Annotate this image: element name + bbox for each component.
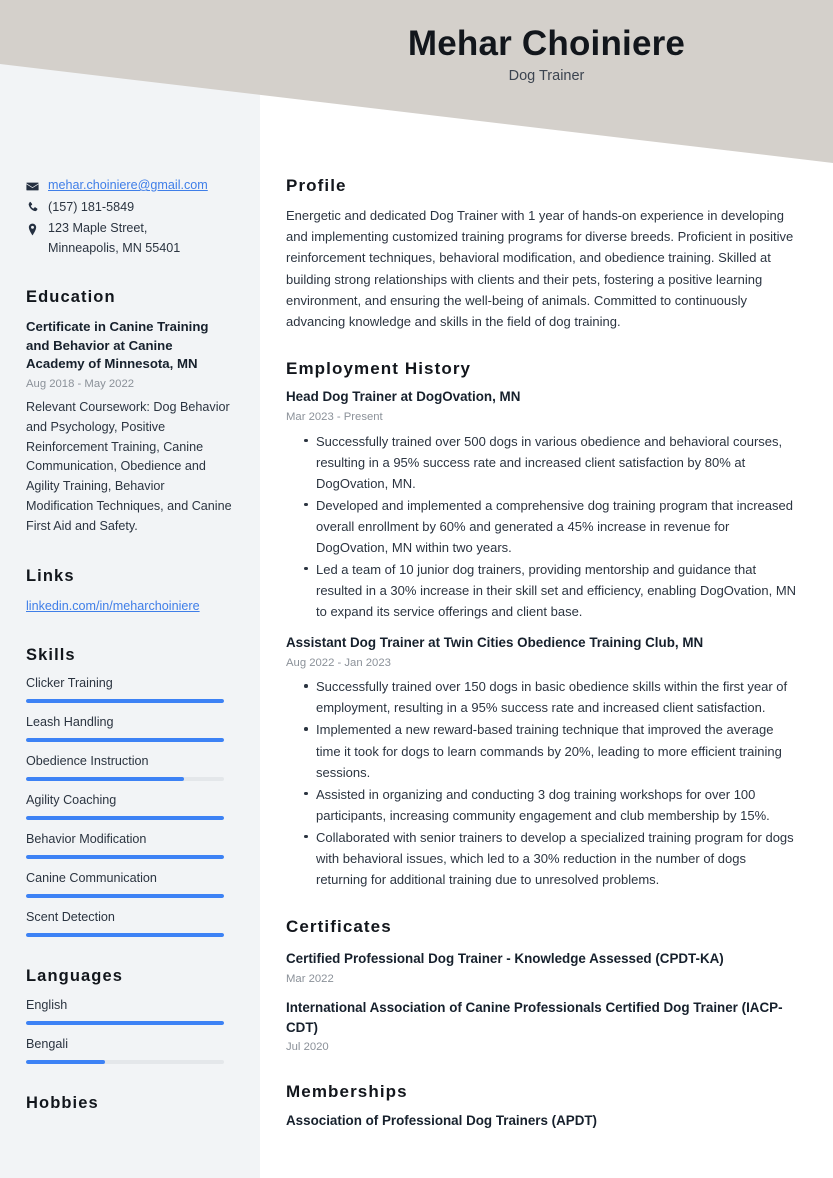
linkedin-link[interactable]: linkedin.com/in/meharchoiniere <box>26 598 200 613</box>
job-title: Assistant Dog Trainer at Twin Cities Obedience Training Club, MN <box>286 634 704 650</box>
skills-list <box>26 675 232 937</box>
links-heading: Links <box>26 566 75 585</box>
links-item <box>26 597 232 616</box>
skill-bar-track <box>26 777 224 781</box>
job-bullet: Led a team of 10 junior dog trainers, providing mentorship and guidance that resulted in a 30% increase in their skill set and efficiency, enabling DogOvation, MN to expand its service offerings and client base. <box>304 559 798 622</box>
contact-email-row <box>26 176 232 196</box>
job-date: Mar 2023 - Present <box>286 410 383 423</box>
hobbies-heading: Hobbies <box>26 1094 99 1113</box>
skill-bar-track <box>26 738 224 742</box>
profile-heading: Profile <box>286 176 347 195</box>
skill-bar-fill <box>26 894 224 898</box>
sidebar <box>0 0 260 1178</box>
certificate-item <box>286 949 798 986</box>
skill-item <box>26 753 232 781</box>
skill-item <box>26 870 232 898</box>
education-item <box>26 318 232 537</box>
job-bullets <box>286 676 798 889</box>
certificate-date: Jul 2020 <box>286 1041 329 1054</box>
education-date: Aug 2018 - May 2022 <box>26 378 135 391</box>
skill-item <box>26 909 232 937</box>
job-bullet: Assisted in organizing and conducting 3 dog training workshops for over 100 participants, increasing community engagement and club membership by 15%. <box>304 784 798 826</box>
job-bullet: Successfully trained over 500 dogs in various obedience and behavioral courses, resulting in a 95% success rate and increased client satisfaction by 80% at DogOvation, MN. <box>304 431 798 494</box>
main-content <box>260 0 833 1131</box>
education-description: Relevant Coursework: Dog Behavior and Psychology, Positive Reinforcement Training, Canine Communication, Obedience and Agility Training, Behavior Modification Techniques, and Canine First Aid and Safety. <box>26 399 232 534</box>
certificate-item <box>286 998 798 1055</box>
skills-heading: Skills <box>26 645 76 664</box>
skill-bar-fill <box>26 816 224 820</box>
contact-address-line2: Minneapolis, MN 55401 <box>48 240 181 255</box>
skill-item <box>26 831 232 859</box>
language-label: Bengali <box>26 1037 69 1052</box>
certificate-date: Mar 2022 <box>286 972 334 985</box>
skill-label: Scent Detection <box>26 910 115 925</box>
skill-bar-track <box>26 816 224 820</box>
job-bullet: Successfully trained over 150 dogs in basic obedience skills within the first year of employment, resulting in a 95% success rate and increased client satisfaction. <box>304 676 798 718</box>
contact-phone: (157) 181-5849 <box>48 199 135 214</box>
contact-address-line1: 123 Maple Street, <box>48 221 148 236</box>
job-bullet: Developed and implemented a comprehensive dog training program that increased overall enrollment by 60% and generated a 45% increase in revenue for DogOvation, MN within two years. <box>304 495 798 558</box>
contact-email <box>48 176 232 196</box>
language-bar-fill <box>26 1060 105 1064</box>
language-item <box>26 997 232 1025</box>
skill-bar-fill <box>26 738 224 742</box>
contact-list <box>26 176 232 239</box>
map-pin-icon <box>26 220 48 238</box>
languages-list <box>26 997 232 1064</box>
skill-label: Obedience Instruction <box>26 754 149 769</box>
languages-heading: Languages <box>26 967 124 986</box>
job-title: Head Dog Trainer at DogOvation, MN <box>286 389 521 405</box>
skill-label: Agility Coaching <box>26 793 117 808</box>
language-bar-track <box>26 1060 224 1064</box>
candidate-role: Dog Trainer <box>508 68 585 85</box>
certificates-heading: Certificates <box>286 916 392 936</box>
envelope-icon <box>26 177 48 195</box>
skill-bar-track <box>26 933 224 937</box>
skill-bar-track <box>26 894 224 898</box>
language-bar-fill <box>26 1021 224 1025</box>
education-title: Certificate in Canine Training and Behavior at Canine Academy of Minnesota, MN <box>26 318 209 372</box>
employment-item <box>286 634 798 890</box>
job-bullets <box>286 431 798 622</box>
education-heading: Education <box>26 288 116 307</box>
skill-item <box>26 714 232 742</box>
language-label: English <box>26 998 68 1013</box>
skill-label: Clicker Training <box>26 676 113 691</box>
certificate-title: Certified Professional Dog Trainer - Knowledge Assessed (CPDT-KA) <box>286 951 724 967</box>
job-bullet: Collaborated with senior trainers to develop a specialized training program for dogs with behavioral issues, which led to a 30% reduction in the number of dogs returning for additional training due to unresolved problems. <box>304 827 798 890</box>
profile-text: Energetic and dedicated Dog Trainer with 1 year of hands-on experience in developing and implementing customized training programs for diverse breeds. Proficient in positive reinforcement techniques, behavioral modification, and obedience training. Skilled at building strong relationships with clients and their pets, fostering a positive learning environment, and ensuring the well-being of animals. Committed to continuously advancing knowledge and skills in the field of dog training. <box>286 208 794 329</box>
skill-bar-track <box>26 699 224 703</box>
job-bullet: Implemented a new reward-based training technique that improved the average time it took for dogs to learn commands by 20%, leading to more efficient training sessions. <box>304 719 798 782</box>
job-date: Aug 2022 - Jan 2023 <box>286 656 391 669</box>
language-item <box>26 1036 232 1064</box>
skill-label: Leash Handling <box>26 715 114 730</box>
membership-title: Association of Professional Dog Trainers (APDT) <box>286 1113 598 1129</box>
employment-heading: Employment History <box>286 358 472 378</box>
skill-bar-fill <box>26 777 184 781</box>
skill-label: Behavior Modification <box>26 832 147 847</box>
contact-phone-row <box>26 198 232 218</box>
phone-icon <box>26 199 48 217</box>
skill-label: Canine Communication <box>26 871 157 886</box>
skill-bar-fill <box>26 855 224 859</box>
language-bar-track <box>26 1021 224 1025</box>
candidate-name: Mehar Choiniere <box>407 24 686 63</box>
contact-address-row <box>26 219 232 239</box>
certificate-title: International Association of Canine Professionals Certified Dog Trainer (IACP-CDT) <box>286 1000 783 1035</box>
memberships-heading: Memberships <box>286 1081 408 1101</box>
skill-item <box>26 792 232 820</box>
skill-bar-track <box>26 855 224 859</box>
skill-bar-fill <box>26 933 224 937</box>
skill-bar-fill <box>26 699 224 703</box>
employment-item <box>286 388 798 622</box>
skill-item <box>26 675 232 703</box>
email-link[interactable]: mehar.choiniere@gmail.com <box>48 178 208 192</box>
